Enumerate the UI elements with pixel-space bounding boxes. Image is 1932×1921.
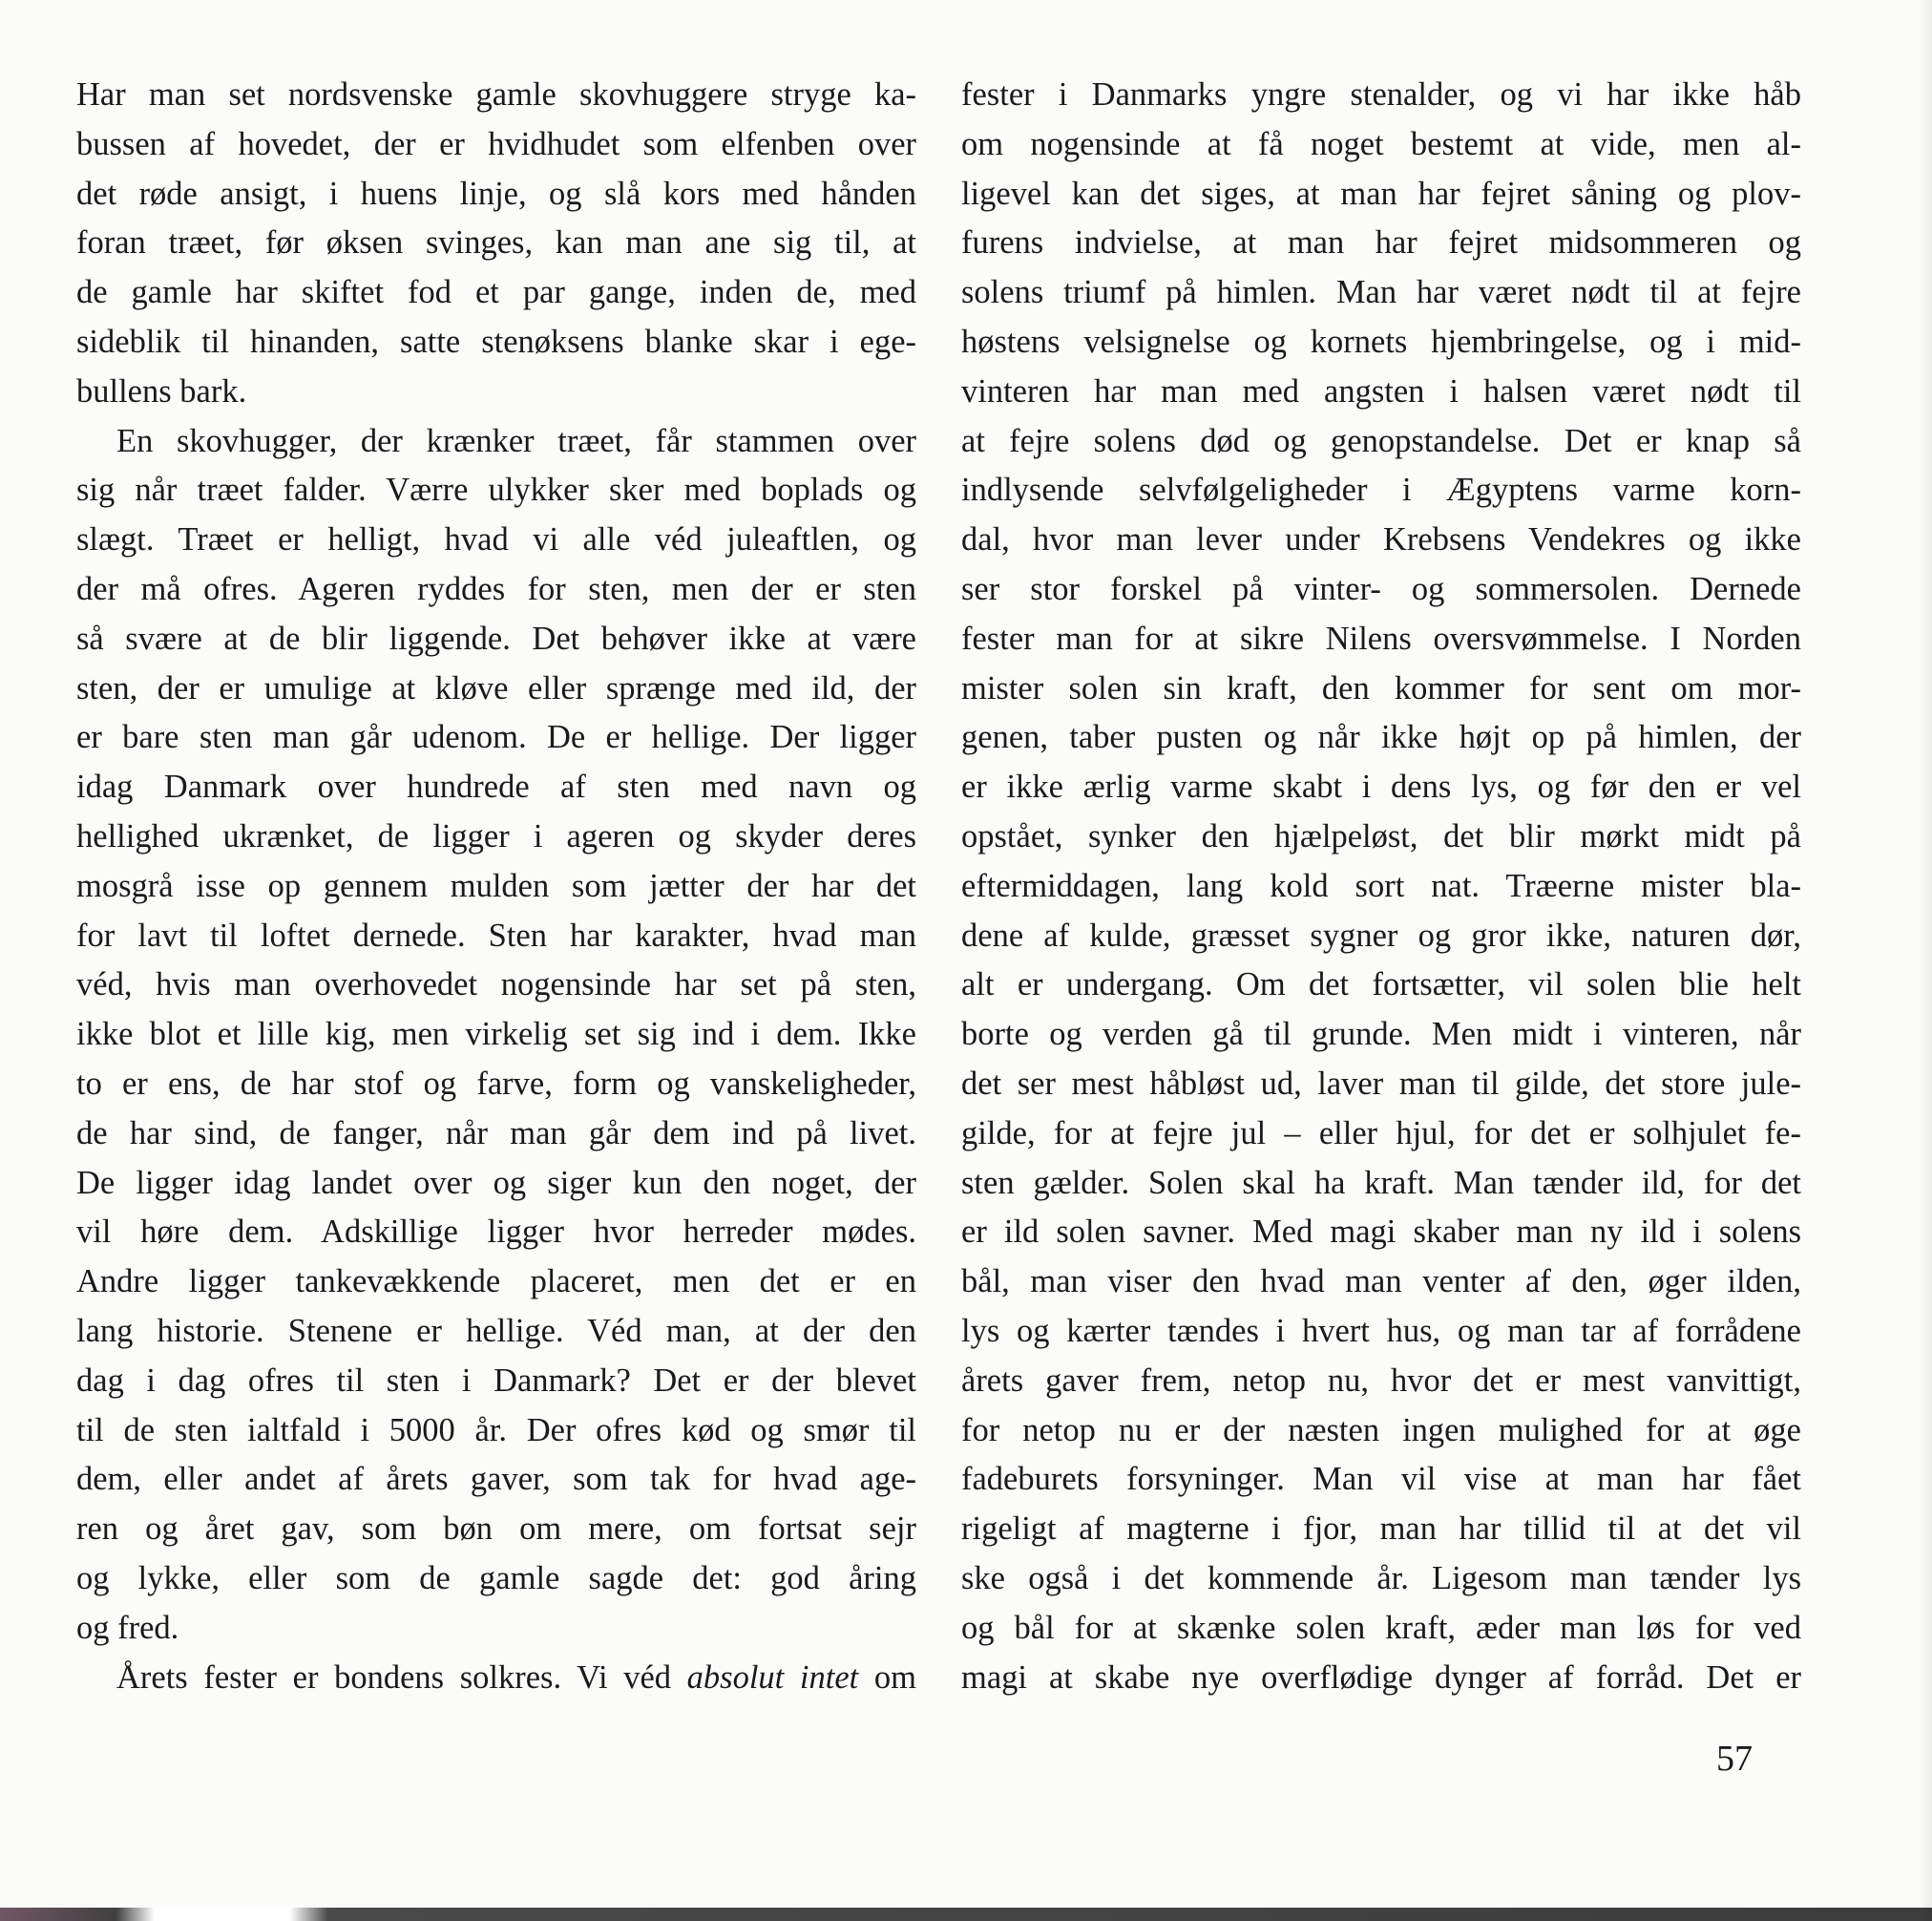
text-line: lang historie. Stenene er hellige. Véd man, at der den — [76, 1312, 916, 1349]
text-line: Andre ligger tankevækkende placeret, men det er en — [76, 1263, 916, 1300]
text-line: opstået, synker den hjælpeløst, det blir mørkt midt på — [961, 817, 1801, 855]
text-run: Årets fester er bondens solkres. Vi véd — [116, 1658, 687, 1696]
text-line: indlysende selvfølgeligheder i Ægyptens varme korn- — [961, 472, 1801, 509]
text-line: fadeburets forsyninger. Man vil vise at man har fået — [961, 1461, 1801, 1498]
text-line: mister solen sin kraft, den kommer for sent om mor- — [961, 669, 1801, 707]
page-number: 57 — [1716, 1739, 1753, 1779]
text-line: om nogensinde at få noget bestemt at vide, men al- — [961, 125, 1801, 162]
text-line: fester man for at sikre Nilens oversvømmelse. I Norden — [961, 620, 1801, 657]
text-line: furens indvielse, at man har fejret midsommeren og — [961, 224, 1801, 262]
text-line: ser stor forskel på vinter- og sommersolen. Dernede — [961, 570, 1801, 607]
text-line: årets gaver frem, netop nu, hvor det er mest vanvittigt, — [961, 1362, 1801, 1399]
text-line: alt er undergang. Om det fortsætter, vil solen blie helt — [961, 966, 1801, 1003]
text-line: til de sten ialtfald i 5000 år. Der ofres kød og smør til — [76, 1411, 916, 1448]
text-run: om — [858, 1658, 916, 1696]
text-line: dag i dag ofres til sten i Danmark? Det er der blevet — [76, 1362, 916, 1399]
text-line: eftermiddagen, lang kold sort nat. Træerne mister bla- — [961, 867, 1801, 904]
text-line: ren og året gav, som bøn om mere, om fortsat sejr — [76, 1510, 916, 1548]
text-line: gilde, for at fejre jul – eller hjul, for det er solhjulet fe- — [961, 1114, 1801, 1151]
text-line: det røde ansigt, i huens linje, og slå kors med hånden — [76, 175, 916, 212]
text-line: Har man set nordsvenske gamle skovhuggere stryge ka- — [76, 76, 916, 113]
page-edge-shadow — [1919, 0, 1932, 1921]
text-line: så svære at de blir liggende. Det behøver ikke at være — [76, 620, 916, 657]
text-line: er ikke ærlig varme skabt i dens lys, og før den er vel — [961, 769, 1801, 806]
text-line: der må ofres. Ageren ryddes for sten, men der er sten — [76, 570, 916, 607]
paragraph-2 — [76, 417, 916, 1654]
paragraph-3 — [76, 1654, 916, 1703]
left-text-column — [76, 71, 916, 1702]
text-line — [76, 1654, 916, 1703]
text-line: foran træet, før øksen svinges, kan man ane sig til, at — [76, 224, 916, 262]
text-line: og bål for at skænke solen kraft, æder man løs for ved — [961, 1609, 1801, 1646]
scan-bottom-edge — [0, 1908, 1932, 1921]
text-line: hellighed ukrænket, de ligger i ageren og skyder deres — [76, 817, 916, 855]
text-line: vil høre dem. Adskillige ligger hvor herreder mødes. — [76, 1214, 916, 1251]
right-text-column — [961, 71, 1801, 1702]
text-line: magi at skabe nye overflødige dynger af forråd. Det er — [961, 1658, 1801, 1696]
text-line: ikke blot et lille kig, men virkelig set sig ind i dem. Ikke — [76, 1016, 916, 1053]
paragraph-4 — [961, 71, 1801, 1702]
text-line: slægt. Træet er helligt, hvad vi alle véd juleaftlen, og — [76, 521, 916, 559]
text-line: genen, taber pusten og når ikke højt op på himlen, der — [961, 719, 1801, 756]
text-line: bål, man viser den hvad man venter af den, øger ilden, — [961, 1263, 1801, 1300]
text-line: véd, hvis man overhovedet nogensinde har set på sten, — [76, 966, 916, 1003]
text-line: to er ens, de har stof og farve, form og vanskeligheder, — [76, 1065, 916, 1102]
text-line: borte og verden gå til grunde. Men midt i vinteren, når — [961, 1016, 1801, 1053]
text-line: dene af kulde, græsset sygner og gror ikke, naturen dør, — [961, 917, 1801, 954]
text-line: dal, hvor man lever under Krebsens Vendekres og ikke — [961, 521, 1801, 559]
text-line: ske også i det kommende år. Ligesom man tænder lys — [961, 1559, 1801, 1596]
text-line: er ild solen savner. Med magi skaber man ny ild i solens — [961, 1214, 1801, 1251]
text-line: sten gælder. Solen skal ha kraft. Man tænder ild, for det — [961, 1164, 1801, 1201]
text-line: De ligger idag landet over og siger kun den noget, der — [76, 1164, 916, 1201]
text-line: høstens velsignelse og kornets hjembringelse, og i mid- — [961, 323, 1801, 360]
text-line: fester i Danmarks yngre stenalder, og vi har ikke håb — [961, 76, 1801, 113]
text-line: og lykke, eller som de gamle sagde det: god åring — [76, 1559, 916, 1596]
text-line: det ser mest håbløst ud, laver man til gilde, det store jule- — [961, 1065, 1801, 1102]
text-line: bullens bark. — [76, 372, 247, 410]
text-line: at fejre solens død og genopstandelse. Det er knap så — [961, 422, 1801, 459]
text-line: og fred. — [76, 1609, 179, 1646]
text-line: lys og kærter tændes i hvert hus, og man tar af forrådene — [961, 1312, 1801, 1349]
text-line: er bare sten man går udenom. De er hellige. Der ligger — [76, 719, 916, 756]
text-line: idag Danmark over hundrede af sten med navn og — [76, 769, 916, 806]
text-line: for lavt til loftet dernede. Sten har karakter, hvad man — [76, 917, 916, 954]
text-line: for netop nu er der næsten ingen mulighed for at øge — [961, 1411, 1801, 1448]
text-line: sideblik til hinanden, satte stenøksens blanke skar i ege- — [76, 323, 916, 360]
text-line: bussen af hovedet, der er hvidhudet som elfenben over — [76, 125, 916, 162]
text-line: mosgrå isse op gennem mulden som jætter der har det — [76, 867, 916, 904]
paragraph-1 — [76, 71, 916, 417]
text-line: solens triumf på himlen. Man har været nødt til at fejre — [961, 274, 1801, 311]
text-line: de gamle har skiftet fod et par gange, inden de, med — [76, 274, 916, 311]
italic-emphasis: absolut intet — [686, 1658, 859, 1696]
text-line: sig når træet falder. Værre ulykker sker med boplads og — [76, 472, 916, 509]
text-line: rigeligt af magterne i fjor, man har tillid til at det vil — [961, 1510, 1801, 1548]
text-line: ligevel kan det siges, at man har fejret såning og plov- — [961, 175, 1801, 212]
text-line: vinteren har man med angsten i halsen været nødt til — [961, 372, 1801, 410]
text-line: sten, der er umulige at kløve eller sprænge med ild, der — [76, 669, 916, 707]
text-line: En skovhugger, der krænker træet, får stammen over — [116, 422, 916, 459]
text-line: de har sind, de fanger, når man går dem ind på livet. — [76, 1114, 916, 1151]
text-line: dem, eller andet af årets gaver, som tak for hvad age- — [76, 1461, 916, 1498]
